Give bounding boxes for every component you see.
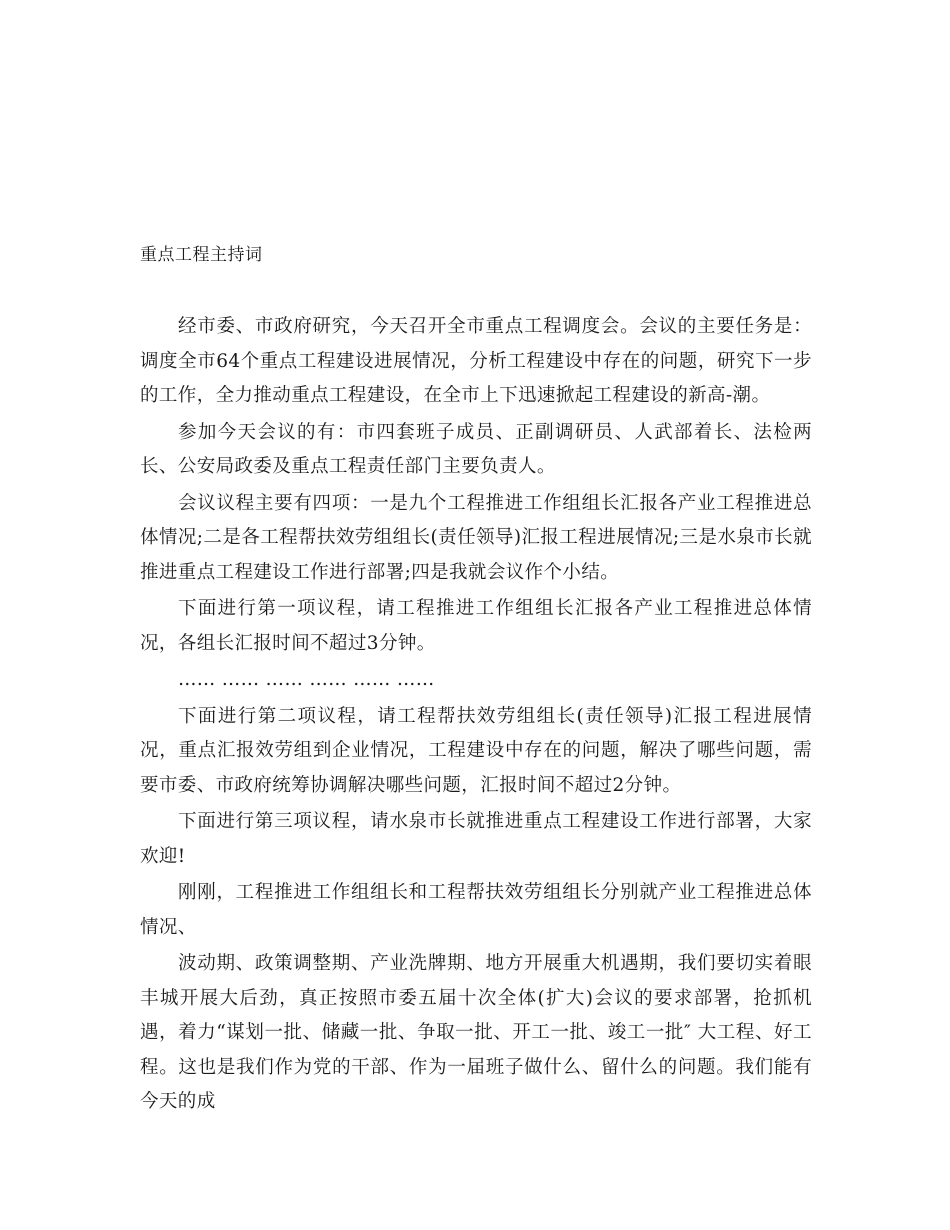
paragraph-agenda: 会议议程主要有四项：一是九个工程推进工作组组长汇报各产业工程推进总体情况;二是各工程帮扶效劳组组长(责任领导)汇报工程进展情况;三是水泉市长就推进重点工程建设工作进行部署;四是我就会议作个小结。 bbox=[140, 492, 812, 583]
document-title: 重点工程主持词 bbox=[140, 245, 263, 265]
paragraph-summary-body: 波动期、政策调整期、产业洗牌期、地方开展重大机遇期，我们要切实着眼丰城开展大后劲，真正按照市委五届十次全体(扩大)会议的要求部署，抢抓机遇，着力“谋划一批、储藏一批、争取一批、开工一批、竣工一批″ 大工程、好工程。这也是我们作为党的干部、作为一届班子做什么、留什么的问题。我们能有今天的成 bbox=[140, 953, 812, 1112]
paragraph-attendees: 参加今天会议的有：市四套班子成员、正副调研员、人武部着长、法检两长、公安局政委及重点工程责任部门主要负责人。 bbox=[140, 421, 812, 477]
paragraph-first-item: 下面进行第一项议程，请工程推进工作组组长汇报各产业工程推进总体情况，各组长汇报时间不超过3分钟。 bbox=[140, 598, 812, 654]
paragraph-second-item: 下面进行第二项议程，请工程帮扶效劳组组长(责任领导)汇报工程进展情况，重点汇报效劳组到企业情况，工程建设中存在的问题，解决了哪些问题，需要市委、市政府统筹协调解决哪些问题，汇报时间不超过2分钟。 bbox=[140, 705, 812, 796]
paragraph-summary-intro: 刚刚，工程推进工作组组长和工程帮扶效劳组组长分别就产业工程推进总体情况、 bbox=[140, 882, 812, 938]
paragraph-meeting-purpose: 经市委、市政府研究，今天召开全市重点工程调度会。会议的主要任务是：调度全市64个重点工程建设进展情况，分析工程建设中存在的问题，研究下一步的工作，全力推动重点工程建设，在全市上下迅速掀起工程建设的新高-潮。 bbox=[140, 316, 812, 406]
paragraph-ellipsis: …… …… …… …… …… …… bbox=[178, 669, 435, 690]
document-body bbox=[140, 310, 812, 1122]
paragraph-third-item: 下面进行第三项议程，请水泉市长就推进重点工程建设工作进行部署，大家欢迎! bbox=[140, 811, 812, 867]
